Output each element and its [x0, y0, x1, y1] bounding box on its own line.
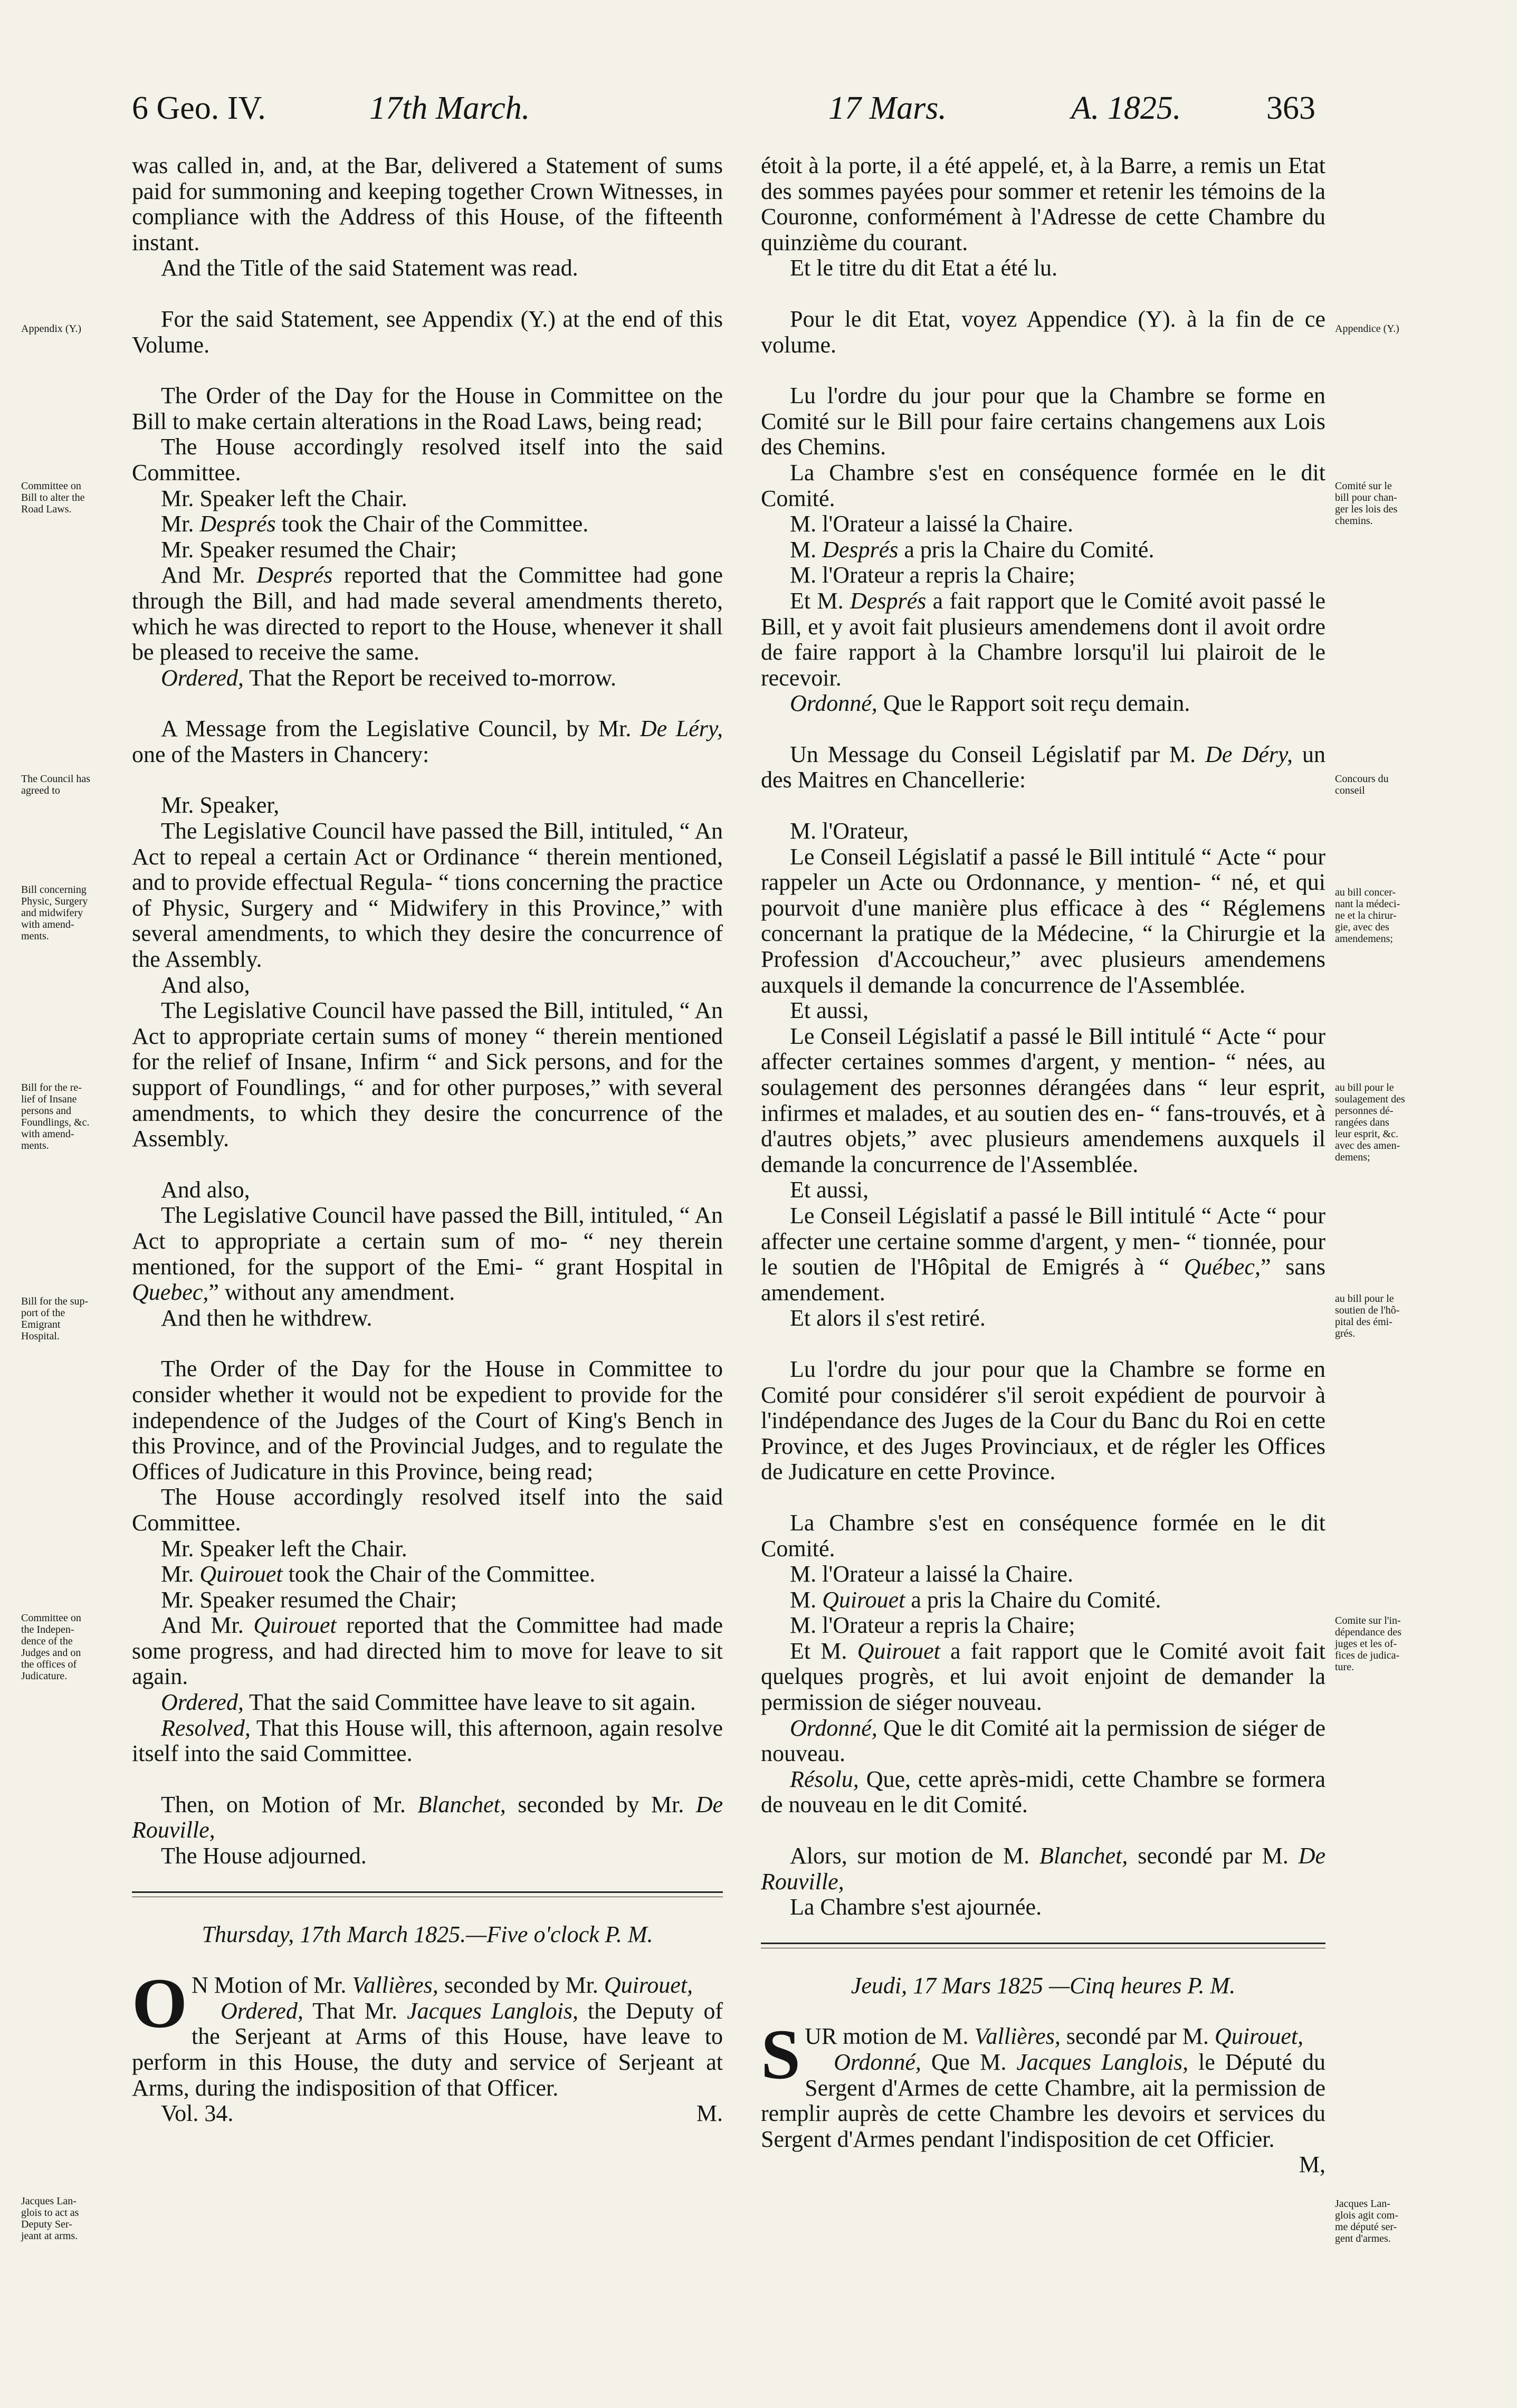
paragraph: The Legislative Council have passed the Bill, intituled, “ An Act to appropriate a certain sum of mo- “ ney therein mentioned, for the support of the Emi- “ grant Hospital in Quebec,” without any amendment. [132, 1202, 723, 1306]
margin-note-appendix: Appendix (Y.) [21, 323, 82, 335]
paragraph: Et le titre du dit Etat a été lu. [790, 255, 1058, 281]
section-divider [132, 1869, 723, 1922]
paragraph: M. l'Orateur a laissé la Chaire. [790, 511, 1073, 537]
paragraph: Et M. Quirouet a fait rapport que le Comité avoit fait quelques progrès, et lui avoit enjoint de demander la permission de siéger nouveau. [761, 1638, 1325, 1716]
paragraph: The House accordingly resolved itself into the said Committee. [132, 434, 723, 486]
paragraph: Ordonné, Que le Rapport soit reçu demain. [790, 690, 1190, 717]
page-number: 363 [1266, 90, 1315, 126]
paragraph: M. l'Orateur a laissé la Chaire. [790, 1561, 1073, 1587]
paragraph: Mr. Després took the Chair of the Committee. [161, 511, 589, 537]
paragraph: M. l'Orateur a repris la Chaire; [790, 562, 1075, 588]
sitting-heading: Jeudi, 17 Mars 1825 —Cinq heures P. M. [851, 1972, 1236, 1998]
header-year: A. 1825. [1071, 90, 1181, 126]
drop-cap: S [761, 2015, 801, 2095]
paragraph: étoit à la porte, il a été appelé, et, à la Barre, a remis un Etat des sommes payées pour sommer et retenir les témoins de la Couronne, conformément à l'Adresse de cette Chambre du quinzième du courant. [761, 153, 1325, 255]
paragraph: Mr. Quirouet took the Chair of the Committee. [161, 1561, 596, 1587]
english-column [132, 153, 723, 2127]
paragraph: Le Conseil Législatif a passé le Bill intitulé “ Acte “ pour affecter une certaine somme d'argent, y men- “ tionnée, pour le soutien de l'Hôpital de Emigrés à “ Québec,” sans amendement. [761, 1202, 1326, 1306]
paragraph: Et alors il s'est retiré. [790, 1305, 986, 1331]
margin-note-council-agreed: The Council has agreed to [21, 773, 91, 796]
paragraph: Lu l'ordre du jour pour que la Chambre se forme en Comité pour considérer s'il seroit expédient de pourvoir à l'indépendance des Juges de la Cour du Banc du Roi en cette Province, et des Juges Provinciaux, et de régler les Offices de Judicature en cette Province. [761, 1356, 1325, 1485]
margin-note-hospital-bill: Bill for the sup- port of the Emigrant Hospital. [21, 1296, 89, 1342]
paragraph: The House adjourned. [161, 1843, 367, 1869]
paragraph: Then, on Motion of Mr. Blanchet, seconded by Mr. De Rouville, [132, 1791, 723, 1843]
catchword: M, [1299, 2152, 1325, 2178]
paragraph: Ordonné, Que le dit Comité ait la permission de siéger de nouveau. [761, 1715, 1325, 1767]
paragraph: For the said Statement, see Appendix (Y.) at the end of this Volume. [132, 306, 723, 358]
paragraph: M. l'Orateur a repris la Chaire; [790, 1612, 1075, 1639]
margin-note-physic-bill: Bill concerning Physic, Surgery and midwifery with amend- ments. [21, 884, 88, 942]
margin-note-appendice: Appendice (Y.) [1335, 323, 1399, 335]
paragraph: The Order of the Day for the House in Committee to consider whether it would not be expedient to provide for the independence of the Judges of the Court of King's Bench in this Province, and of the Provincial Judges, and to regulate the Offices of Judicature in this Province, being read; [132, 1356, 723, 1484]
paragraph: SUR motion de M. Vallières, secondé par M. Quirouet, [761, 2015, 1304, 2095]
margin-note-lois-chemins: Comité sur le bill pour chan- ger les lois des chemins. [1335, 480, 1398, 527]
margin-note-juges-comite: Comite sur l'in- dépendance des juges et les of- fices de judica- ture. [1335, 1615, 1402, 1673]
paragraph: La Chambre s'est en conséquence formée en le dit Comité. [761, 1509, 1325, 1562]
margin-note-judges-committee: Committee on the Indepen- dence of the Judges and on the offices of Judicature. [21, 1612, 81, 1682]
paragraph: And Mr. Després reported that the Committee had gone through the Bill, and had made several amendments thereto, which he was directed to report to the House, whenever it shall be pleased to receive the same. [132, 562, 723, 665]
paragraph: Le Conseil Législatif a passé le Bill intitulé “ Acte “ pour affecter certaines sommes d'argent, y mention- “ nées, au soulagement des personnes dérangées dans “ leur esprit, infirmes et malades, et au soutien des en- “ fans-trouvés, et à d'autres objets,” avec plusieurs amendemens auxquels il demande la concurrence de l'Assemblée. [761, 1023, 1325, 1177]
paragraph: Resolved, That this House will, this afternoon, again resolve itself into the said Committee. [132, 1715, 723, 1767]
paragraph: Ordered, That the said Committee have leave to sit again. [161, 1689, 696, 1716]
margin-note-sergent: Jacques Lan- glois agit com- me député ser- gent d'armes. [1335, 2198, 1398, 2244]
paragraph: Mr. Speaker, [161, 792, 280, 818]
paragraph: A Message from the Legislative Council, by Mr. De Léry, one of the Masters in Chancery: [132, 716, 723, 767]
french-column [761, 153, 1325, 2178]
paragraph: Un Message du Conseil Législatif par M. De Déry, un des Maitres en Chancellerie: [761, 741, 1325, 793]
paragraph: Alors, sur motion de M. Blanchet, secondé par M. De Rouville, [761, 1843, 1325, 1895]
margin-note-soulagement-bill: au bill pour le soulagement des personnes dé- rangées dans leur esprit, &c. avec des amen- demens; [1335, 1082, 1405, 1163]
margin-note-concours: Concours du conseil [1335, 773, 1389, 796]
margin-note-insane-bill: Bill for the re- lief of Insane persons and Foundlings, &c. with amend- ments. [21, 1082, 90, 1151]
header-french-date: 17 Mars. [828, 90, 947, 126]
paragraph: Et aussi, [790, 1177, 869, 1203]
page-header [132, 90, 1456, 148]
sitting-heading: Thursday, 17th March 1825.—Five o'clock P. M. [202, 1921, 653, 1947]
paragraph: And then he withdrew. [161, 1305, 373, 1331]
margin-note-medecine-bill: au bill concer- nant la médeci- ne et la chirur- gie, avec des amendemens; [1335, 887, 1400, 945]
header-english-date: 17th March. [369, 90, 530, 126]
paragraph: Et M. Després a fait rapport que le Comité avoit passé le Bill, et y avoit fait plusieurs amendemens dont il avoit ordre de faire rapport à la Chambre lorsqu'il lui plairoit de le recevoir. [761, 587, 1325, 691]
paragraph: The Order of the Day for the House in Committee on the Bill to make certain alterations in the Road Laws, being read; [132, 383, 723, 434]
paragraph: Mr. Speaker resumed the Chair; [161, 1586, 457, 1613]
paragraph: Et aussi, [790, 997, 869, 1024]
paragraph: And also, [161, 1176, 250, 1203]
paragraph: M. Quirouet a pris la Chaire du Comité. [790, 1586, 1161, 1613]
paragraph: Résolu, Que, cette après-midi, cette Chambre se formera de nouveau en le dit Comité. [761, 1766, 1325, 1818]
catchword: M. [696, 2100, 723, 2127]
drop-cap: O [132, 1964, 188, 2043]
header-regnal-year: 6 Geo. IV. [132, 90, 266, 126]
paragraph: Pour le dit Etat, voyez Appendice (Y). à la fin de ce volume. [761, 306, 1325, 358]
paragraph: The Legislative Council have passed the Bill, intituled, “ An Act to repeal a certain Act or Ordinance “ therein mentioned, and to provide effectual Regula- “ tions concerning the practice of Physic, Surgery and “ Midwifery in this Province,” with several amendments, to which they desire the concurrence of the Assembly. [132, 818, 723, 973]
paragraph: La Chambre s'est ajournée. [790, 1894, 1042, 1920]
margin-note-road-laws: Committee on Bill to alter the Road Laws. [21, 480, 85, 515]
paragraph: O N Motion of Mr. Vallières, seconded by Mr. Quirouet, [132, 1964, 693, 2043]
paragraph: La Chambre s'est en conséquence formée en le dit Comité. [761, 459, 1325, 511]
paragraph: The Legislative Council have passed the Bill, intituled, “ An Act to appropriate certain sums of money “ therein mentioned for the relief of Insane, Infirm “ and Sick persons, and for the support of Foundlings, “ and for other purposes,” with several amendments, to which they desire the concurrence of the Assembly. [132, 997, 723, 1152]
paragraph: Ordonné, Que M. Jacques Langlois, le Député du Sergent d'Armes de cette Chambre, ait la permission de remplir auprès de cette Chambre les devoirs et services du Sergent d'Armes pendant l'indisposition de cet Officier. [761, 2049, 1325, 2152]
paragraph: And Mr. Quirouet reported that the Committee had made some progress, and had directed him to move for leave to sit again. [132, 1612, 723, 1690]
paragraph: Le Conseil Législatif a passé le Bill intitulé “ Acte “ pour rappeler un Acte ou Ordonnance, y mention- “ né, et qui pourvoit d'une manière plus efficace à des “ Réglemens concernant la pratique de la Médecine, “ la Chirurgie et la Profession d'Accoucheur,” avec plusieurs amendemens auxquels il demande la concurrence de l'Assemblée. [761, 843, 1325, 998]
section-divider [761, 1920, 1325, 1973]
paragraph: Mr. Speaker left the Chair. [161, 1535, 407, 1562]
page-footer [132, 2101, 723, 2127]
paragraph: Mr. Speaker resumed the Chair; [161, 536, 457, 563]
paragraph: And the Title of the said Statement was read. [161, 255, 578, 281]
paragraph: was called in, and, at the Bar, delivered a Statement of sums paid for summoning and keeping together Crown Witnesses, in compliance with the Address of this House, of the fifteenth instant. [132, 153, 723, 255]
margin-note-hopital-bill: au bill pour le soutien de l'hô- pital des émi- grés. [1335, 1293, 1400, 1339]
paragraph: Lu l'ordre du jour pour que la Chambre se forme en Comité sur le Bill pour faire certains changemens aux Lois des Chemins. [761, 383, 1325, 460]
margin-note-serjeant: Jacques Lan- glois to act as Deputy Ser- jeant at arms. [21, 2195, 79, 2242]
paragraph: M. l'Orateur, [790, 818, 909, 844]
paragraph: Mr. Speaker left the Chair. [161, 485, 407, 511]
paragraph: Ordered, That the Report be received to-morrow. [161, 664, 617, 691]
paragraph: And also, [161, 972, 250, 998]
paragraph: Ordered, That Mr. Jacques Langlois, the Deputy of the Serjeant at Arms of this House, have leave to perform in this House, the duty and service of Serjeant at Arms, during the indisposition of that Officer. [132, 1997, 723, 2101]
paragraph: M. Després a pris la Chaire du Comité. [790, 536, 1155, 563]
volume-label: Vol. 34. [161, 2100, 234, 2127]
paragraph: The House accordingly resolved itself into the said Committee. [132, 1484, 723, 1536]
